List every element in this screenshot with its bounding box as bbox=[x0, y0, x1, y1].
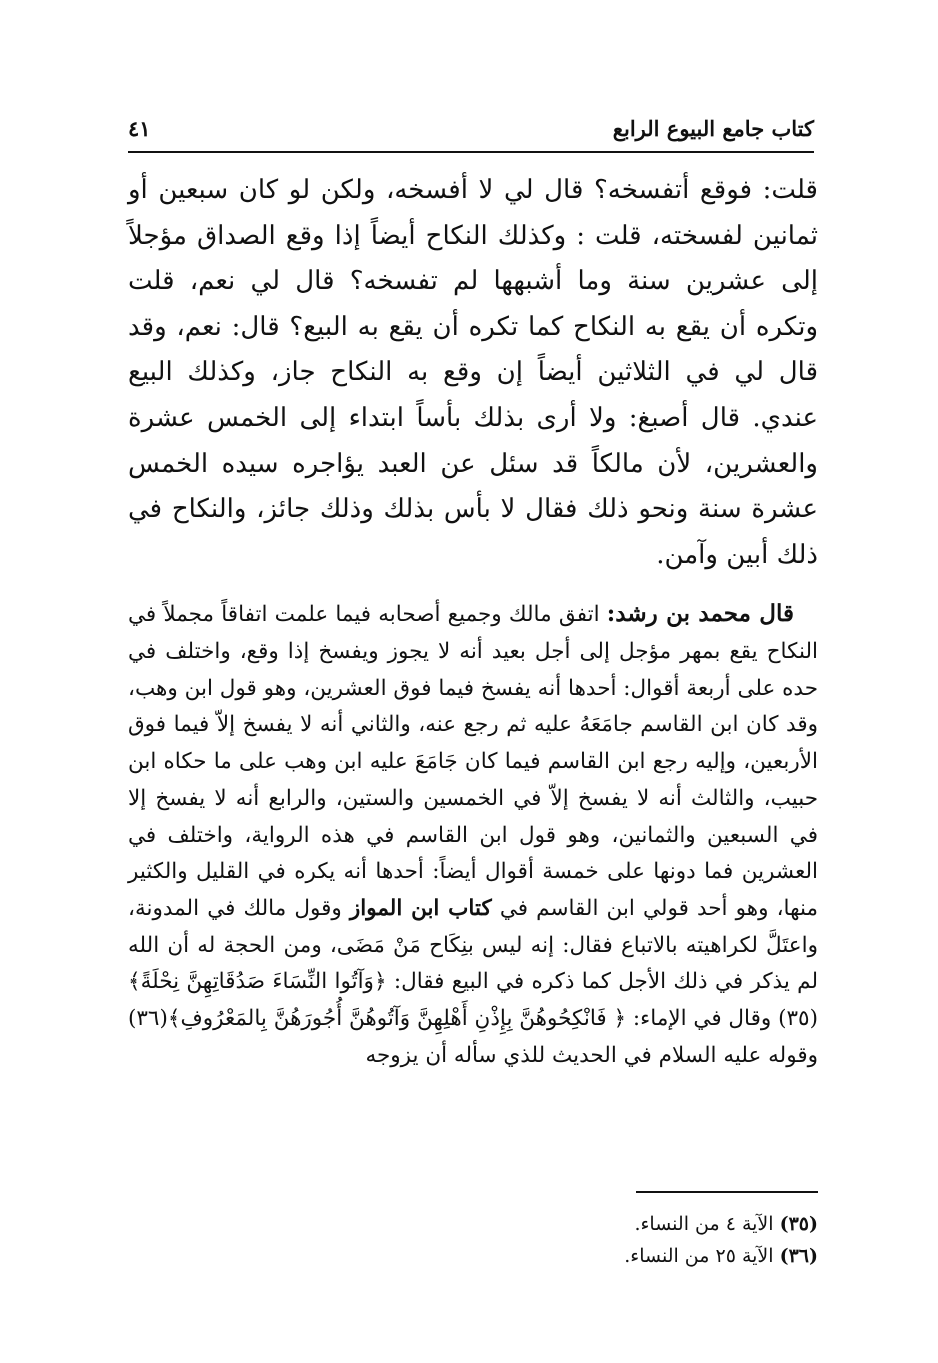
paragraph-2 bbox=[128, 596, 818, 1074]
footnote-rule bbox=[636, 1191, 818, 1193]
footnote-text: الآية ٤ من النساء. bbox=[634, 1213, 780, 1235]
paragraph-2-part-2: وقول مالك في المدونة، واعتَلَّ لكراهيته بالاتباع فقال: إنه ليس بنِكَاح مَنْ مَضَى، ومن الحجة له أن الله لم يذكر في ذلك الأجل كما ذكره في البيع فقال: ﴿وَآتُوا النِّسَاءَ صَدُقَاتِهِنَّ نِحْلَةً﴾(٣٥) وقال في الإماء: ﴿ فَانْكِحُوهُنَّ بِإِذْنِ أَهْلِهِنَّ وَآتُوهُنَّ أُجُورَهُنَّ بِالمَعْرُوفِ﴾(٣٦) وقوله عليه السلام في الحديث للذي سأله أن يزوجه bbox=[127, 895, 818, 1068]
footnote-text: الآية ٢٥ من النساء. bbox=[624, 1245, 780, 1267]
page-header bbox=[128, 116, 814, 152]
footnote-number: (٣٥) bbox=[779, 1213, 818, 1235]
running-title: كتاب جامع البيوع الرابع bbox=[612, 116, 814, 141]
body-text bbox=[128, 168, 818, 1074]
page-number: ٤١ bbox=[128, 116, 151, 141]
paragraph-2-text bbox=[128, 596, 818, 1074]
footnote-35 bbox=[128, 1208, 818, 1240]
footnotes bbox=[128, 1208, 818, 1272]
paragraph-1-text: قلت: فوقع أتفسخه؟ قال لي لا أفسخه، ولكن لو كان سبعين أو ثمانين لفسخته، قلت : وكذلك النكاح أيضاً إذا وقع الصداق مؤجلاً إلى عشرين سنة وما أشبهها لم تفسخه؟ قال لي نعم، قلت وتكره أن يقع به النكاح كما تكره أن يقع به البيع؟ قال: نعم، وقد قال لي في الثلاثين أيضاً إن وقع به النكاح جاز، وكذلك البيع عندي. قال أصبغ: ولا أرى بذلك بأساً ابتداء إلى الخمس عشرة والعشرين، لأن مالكاً قد سئل عن العبد يؤاجره سيده الخمس عشرة سنة ونحو ذلك فقال لا بأس بذلك وذلك جائز، والنكاح في ذلك أبين وآمن. bbox=[128, 175, 818, 570]
header-rule bbox=[128, 151, 814, 153]
book-name: كتاب ابن المواز bbox=[349, 895, 492, 921]
paragraph-1 bbox=[128, 168, 818, 578]
footnote-number: (٣٦) bbox=[779, 1245, 818, 1267]
speaker-label: قال محمد بن رشد: bbox=[606, 600, 794, 628]
paragraph-2-part-1: اتفق مالك وجميع أصحابه فيما علمت اتفاقاً مجملاً في النكاح يقع بمهر مؤجل إلى أجل بعيد أنه لا يجوز ويفسخ إذا وقع، واختلف في حده على أربعة أقوال: أحدها أنه يفسخ فيما فوق العشرين، وهو قول ابن وهب، وقد كان ابن القاسم جامَعَهُ عليه ثم رجع عنه، والثاني أنه لا يفسخ إلاّ فيما فوق الأربعين، وإليه رجع ابن القاسم فيما كان جَامَعَ عليه ابن وهب على ما حكاه ابن حبيب، والثالث أنه لا يفسخ إلاّ في الخمسين والستين، والرابع أنه لا يفسخ إلا في السبعين والثمانين، وهو قول ابن القاسم في هذه الرواية، واختلف في العشرين فما دونها على خمسة أقوال أيضاً: أحدها أنه يكره في القليل والكثير منها، وهو أحد قولي ابن القاسم في bbox=[128, 602, 818, 921]
footnote-36 bbox=[128, 1240, 818, 1272]
